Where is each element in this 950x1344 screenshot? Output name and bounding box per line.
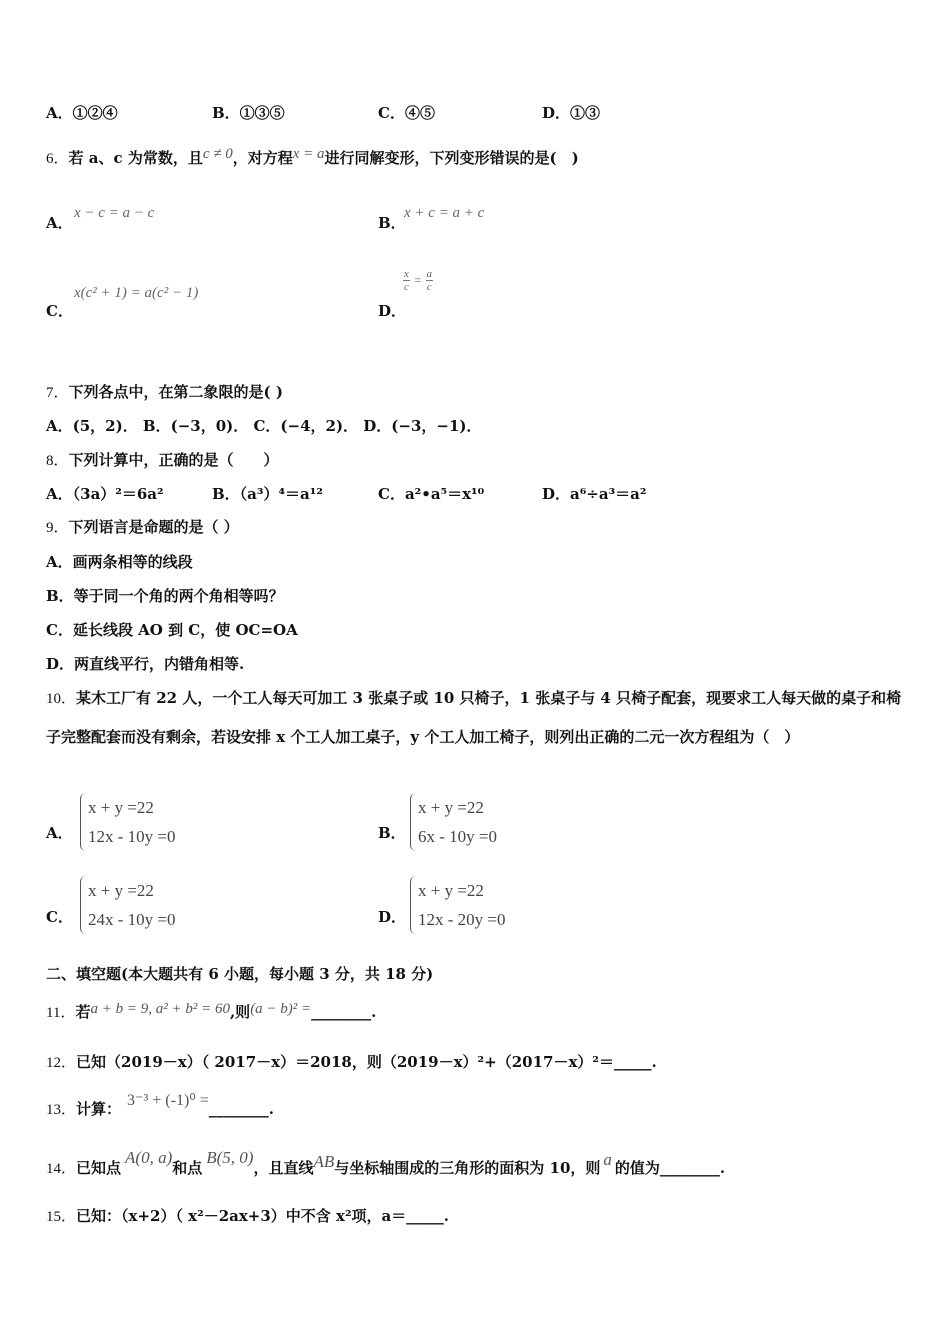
q10-option-d-system: x + y =22 12x - 20y =0 (410, 876, 506, 934)
q15-number: 15． (46, 1209, 77, 1225)
q9-number: 9． (46, 520, 69, 536)
q5-option-c: C．④⑤ (378, 104, 435, 122)
q6-option-c-label: C． (46, 302, 73, 320)
q11-number: 11． (46, 1005, 76, 1021)
q13-number: 13． (46, 1102, 77, 1118)
q11-math-given: a + b = 9, a² + b² = 60 (90, 1001, 230, 1017)
q5-option-a: A．①②④ (46, 104, 118, 122)
q10-option-b-label: B． (378, 824, 406, 842)
q6-option-a-math: x − c = a − c (74, 205, 155, 221)
q6-number: 6． (46, 151, 69, 167)
q6-option-c-math: x(c² + 1) = a(c² − 1) (74, 285, 199, 301)
q10-option-d-label: D． (378, 908, 407, 926)
q9-option-c: C．延长线段 AO 到 C，使 OC=OA (46, 621, 298, 639)
q13-stem: 13．计算： 3⁻³ + (-1)⁰ =________. (46, 1092, 274, 1118)
q14-point-b: B(5, 0) (206, 1148, 254, 1167)
q14-point-a: A(0, a) (125, 1148, 173, 1167)
q7-stem: 7．下列各点中，在第二象限的是( ) (46, 383, 283, 401)
q6-condition: c ≠ 0 (202, 146, 233, 162)
q10-option-b-system: x + y =22 6x - 10y =0 (410, 793, 497, 851)
q6-option-d-label: D． (378, 302, 407, 320)
q6-option-a-label: A． (46, 214, 73, 232)
q14-line-ab: AB (313, 1152, 335, 1171)
q14-number: 14． (46, 1161, 77, 1177)
q8-option-b: B．（a³）⁴＝a¹² (212, 485, 323, 503)
q15-stem: 15．已知：（x+2）（ x²－2ax+3）中不含 x²项，a＝_____. (46, 1207, 449, 1225)
q14-answer-blank: 的值为________. (614, 1159, 726, 1177)
q9-option-b: B．等于同一个角的两个角相等吗？ (46, 587, 284, 605)
q7-options: A．(5，2)． B．(−3，0)． C．(−4，2)． D．(−3，−1)． (46, 417, 482, 435)
q9-option-a: A．画两条相等的线段 (46, 553, 193, 571)
q7-number: 7． (46, 385, 69, 401)
q12-stem: 12．已知（2019－x）（ 2017－x）＝2018，则（2019－x）²+（2017－x）²＝_____. (46, 1053, 657, 1071)
q11-stem: 11．若a + b = 9, a² + b² = 60,则(a − b)² =________. (46, 1001, 377, 1021)
q8-option-c: C．a²•a⁵＝x¹⁰ (378, 485, 485, 503)
q13-math: 3⁻³ + (-1)⁰ = (127, 1092, 209, 1109)
q8-number: 8． (46, 453, 69, 469)
q13-answer-blank: ________. (208, 1100, 274, 1118)
q10-option-a-system: x + y =22 12x - 10y =0 (80, 793, 176, 851)
q10-option-c-label: C． (46, 908, 73, 926)
q10-option-c-system: x + y =22 24x - 10y =0 (80, 876, 176, 934)
q8-option-d: D．a⁶÷a³＝a² (542, 485, 647, 503)
q8-stem: 8．下列计算中，正确的是（ ） (46, 451, 279, 469)
q12-number: 12． (46, 1055, 77, 1071)
q6-equation: x = a (292, 146, 325, 162)
q5-option-b: B．①③⑤ (212, 104, 285, 122)
q10-stem: 10．某木工厂有 22 人，一个工人每天可加工 3 张桌子或 10 只椅子，1 张桌子与 4 只椅子配套，现要求工人每天做的桌子和椅子完整配套而没有剩余，若设安排 x 个工人加工桌子，y 个工人加工椅子，则列出正确的二元一次方程组为（ ） (46, 689, 902, 746)
q6-option-d-math: $\frac{x}{c}$ = $\frac{a}{c}$ (404, 268, 432, 293)
q11-math-target: (a − b)² = (250, 1001, 312, 1017)
q5-option-d: D．①③ (542, 104, 601, 122)
q6-stem: 6．若 a、c 为常数，且c ≠ 0，对方程x = a进行同解变形，下列变形错误的是( ) (46, 146, 579, 167)
q9-option-d: D．两直线平行，内错角相等. (46, 655, 245, 673)
q11-answer-blank: ________. (311, 1003, 377, 1021)
section-2-heading: 二、填空题(本大题共有 6 小题，每小题 3 分，共 18 分) (46, 965, 434, 983)
q10-number: 10． (46, 691, 77, 707)
q8-option-a: A．（3a）²＝6a² (46, 485, 164, 503)
q14-stem: 14．已知点A(0, a)和点B(5, 0)，且直线AB与坐标轴围成的三角形的面积为 10，则 a 的值为________. (46, 1148, 726, 1177)
q6-option-b-label: B． (378, 214, 406, 232)
q14-var-a: a (603, 1150, 612, 1169)
q9-stem: 9．下列语言是命题的是（ ） (46, 518, 239, 536)
q10-option-a-label: A． (46, 824, 73, 842)
q6-option-b-math: x + c = a + c (404, 205, 485, 221)
